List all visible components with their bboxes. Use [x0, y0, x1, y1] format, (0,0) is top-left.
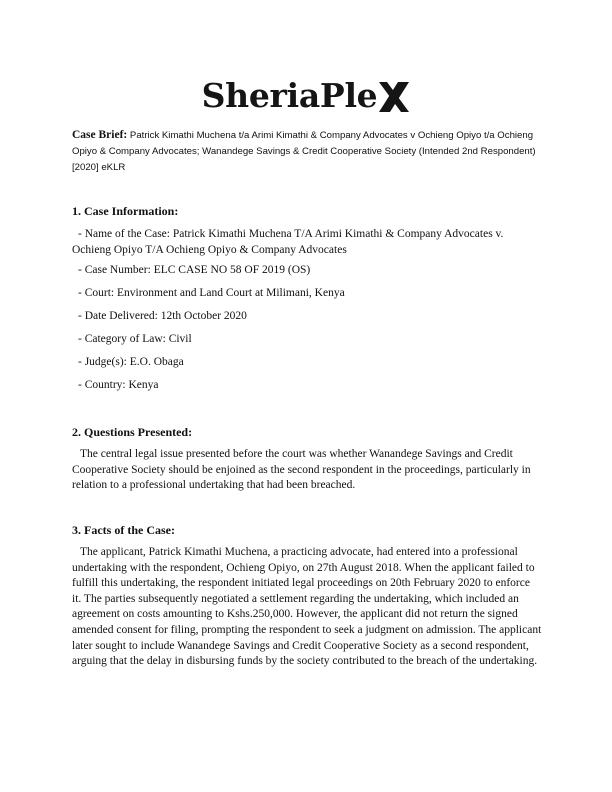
- case-info-item: - Date Delivered: 12th October 2020: [78, 310, 247, 322]
- case-info-item: - Country: Kenya: [78, 379, 159, 391]
- case-info-item: - Name of the Case: Patrick Kimathi Muchena T/A Arimi Kimathi & Company Advocates v. Ochieng Opiyo T/A Ochieng Opiyo & Company Advocates: [72, 228, 504, 256]
- facts-paragraph: The applicant, Patrick Kimathi Muchena, a practicing advocate, had entered into a professional undertaking with the respondent, Ochieng Opiyo, on 27th August 2018. When the applicant failed to fulfill this undertaking, the respondent initiated legal proceedings on 20th February 2020 to enforce it. The parties subsequently negotiated a settlement regarding the undertaking, which included an agreement on costs amounting to Kshs.250,000. However, the applicant did not return the signed amended consent for filing, prompting the respondent to seek a judgment on admission. The applicant later sought to include Wanandege Savings and Credit Cooperative Society as a second respondent, arguing that the delay in disbursing funds by the society contributed to the breach of the undertaking.: [72, 546, 542, 668]
- section-heading-facts: 3. Facts of the Case:: [72, 523, 175, 537]
- x-mark-icon: [378, 80, 410, 114]
- case-info-item: - Category of Law: Civil: [78, 333, 192, 345]
- case-info-item: - Court: Environment and Land Court at Milimani, Kenya: [78, 287, 345, 299]
- case-brief-text: Patrick Kimathi Muchena t/a Arimi Kimathi & Company Advocates v Ochieng Opiyo t/a Ochieng Opiyo & Company Advocates; Wanandege Savings & Credit Cooperative Society (Intended 2nd Respondent) [2020] eKLR: [72, 130, 536, 173]
- sheriaplex-logo: [0, 76, 612, 116]
- case-brief-title: [72, 127, 544, 176]
- case-info-item: - Judge(s): E.O. Obaga: [78, 356, 184, 368]
- case-info-item: - Case Number: ELC CASE NO 58 OF 2019 (OS): [78, 264, 311, 276]
- case-brief-label: Case Brief:: [72, 129, 128, 141]
- questions-paragraph: The central legal issue presented before the court was whether Wanandege Savings and Credit Cooperative Society should be enjoined as the second respondent in the proceedings, particularly in relation to a professional undertaking that had been breached.: [72, 448, 531, 492]
- section-heading-case-information: 1. Case Information:: [72, 204, 179, 218]
- section-heading-questions-presented: 2. Questions Presented:: [72, 425, 193, 439]
- logo-text: SheriaPle: [201, 76, 378, 115]
